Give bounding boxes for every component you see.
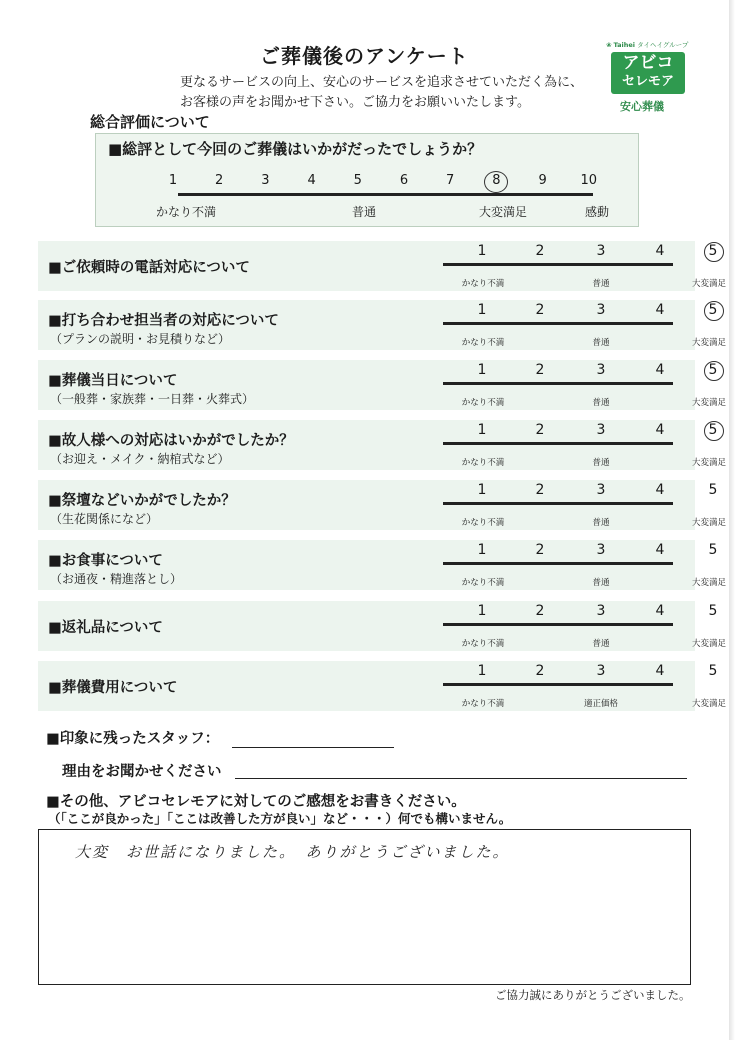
rating-scale bbox=[428, 420, 727, 480]
logo-badge bbox=[611, 52, 685, 94]
rating-line bbox=[443, 322, 673, 325]
rating-number[interactable]: 1 bbox=[477, 603, 487, 619]
rating-line bbox=[443, 382, 673, 385]
rating-number[interactable]: 2 bbox=[535, 422, 545, 438]
question-title: ■葬儀当日について bbox=[48, 373, 178, 389]
rating-number[interactable]: 5 bbox=[708, 243, 718, 259]
rating-line bbox=[443, 502, 673, 505]
rating-number[interactable]: 4 bbox=[655, 663, 665, 679]
rating-label-low: かなり不満 bbox=[461, 578, 505, 588]
question-title: ■祭壇などいかがでしたか？ bbox=[48, 493, 236, 509]
logo-line1: アビコ bbox=[622, 53, 674, 73]
rating-number[interactable]: 2 bbox=[535, 663, 545, 679]
rating-label-mid: 普通 bbox=[592, 398, 610, 408]
rating-number[interactable]: 2 bbox=[535, 603, 545, 619]
page-title: ご葬儀後のアンケート bbox=[260, 44, 469, 68]
logo-brand: Taihei bbox=[613, 41, 636, 49]
rating-line bbox=[443, 683, 673, 686]
rating-label-mid: 普通 bbox=[592, 279, 610, 289]
rating-number[interactable]: 3 bbox=[596, 362, 606, 378]
rating-label-mid: 普通 bbox=[592, 639, 610, 649]
rating-number[interactable]: 2 bbox=[535, 243, 545, 259]
rating-label-low: かなり不満 bbox=[461, 398, 505, 408]
rating-scale bbox=[428, 480, 727, 540]
rating-line bbox=[443, 442, 673, 445]
other-feedback-sub: （「ここが良かった」「ここは改善した方が良い」など・・・）何でも構いません。 bbox=[48, 811, 512, 826]
logo-line2: セレモア bbox=[621, 74, 674, 89]
question-row bbox=[38, 241, 727, 291]
logo-group-line bbox=[606, 40, 688, 49]
intro-line-2: お客様の声をお聞かせ下さい。ご協力をお願いいたします。 bbox=[180, 95, 530, 110]
rating-scale bbox=[428, 601, 727, 661]
rating-number[interactable]: 5 bbox=[708, 482, 718, 498]
reason-label: 理由をお聞かせください bbox=[62, 764, 222, 780]
rating-label-high: 大変満足 bbox=[691, 458, 727, 468]
handwritten-comment: 大変 お世話になりました。 ありがとうございました。 bbox=[75, 843, 510, 861]
rating-number[interactable]: 5 bbox=[708, 542, 718, 558]
rating-line bbox=[443, 263, 673, 266]
overall-label-top: 感動 bbox=[584, 205, 610, 219]
question-row bbox=[38, 360, 727, 410]
question-title: ■お食事について bbox=[48, 553, 163, 569]
rating-number[interactable]: 2 bbox=[535, 482, 545, 498]
logo-group: タイヘイグループ bbox=[637, 41, 689, 49]
overall-scale-number[interactable]: 1 bbox=[168, 173, 178, 188]
rating-label-low: かなり不満 bbox=[461, 518, 505, 528]
reason-input-line[interactable] bbox=[235, 778, 687, 779]
rating-number[interactable]: 4 bbox=[655, 542, 665, 558]
rating-label-mid: 普通 bbox=[592, 338, 610, 348]
rating-scale bbox=[428, 300, 727, 360]
staff-input-line[interactable] bbox=[232, 747, 394, 748]
rating-label-high: 大変満足 bbox=[691, 639, 727, 649]
logo-tagline: 安心葬儀 bbox=[620, 100, 664, 113]
question-title: ■ご依頼時の電話対応について bbox=[48, 260, 250, 276]
overall-scale-number[interactable]: 3 bbox=[261, 173, 270, 188]
question-row bbox=[38, 300, 727, 350]
question-subtitle: （お迎え・メイク・納棺式など） bbox=[50, 452, 230, 466]
rating-number[interactable]: 4 bbox=[655, 243, 665, 259]
overall-scale-number[interactable]: 2 bbox=[215, 173, 224, 188]
question-row bbox=[38, 601, 727, 651]
rating-scale bbox=[428, 360, 727, 420]
rating-number[interactable]: 4 bbox=[655, 603, 665, 619]
rating-label-low: かなり不満 bbox=[461, 279, 505, 289]
rating-number[interactable]: 5 bbox=[708, 362, 718, 378]
rating-label-high: 大変満足 bbox=[691, 338, 727, 348]
question-subtitle: （一般葬・家族葬・一日葬・火葬式） bbox=[50, 392, 255, 406]
overall-label-mid: 普通 bbox=[351, 205, 377, 219]
rating-line bbox=[443, 562, 673, 565]
rating-number[interactable]: 3 bbox=[596, 422, 606, 438]
rating-number[interactable]: 3 bbox=[596, 663, 606, 679]
question-row bbox=[38, 661, 727, 711]
thanks-footer: ご協力誠にありがとうございました。 bbox=[495, 988, 691, 1002]
answer-circle bbox=[704, 421, 724, 441]
overall-scale-number[interactable]: 10 bbox=[580, 173, 598, 188]
rating-number[interactable]: 1 bbox=[477, 482, 487, 498]
rating-number[interactable]: 2 bbox=[535, 302, 545, 318]
overall-scale-number[interactable]: 7 bbox=[446, 173, 455, 188]
rating-scale bbox=[428, 540, 727, 600]
question-subtitle: （プランの説明・お見積りなど） bbox=[50, 332, 231, 346]
rating-label-high: 大変満足 bbox=[691, 279, 727, 289]
rating-number[interactable]: 5 bbox=[708, 603, 718, 619]
rating-label-low: かなり不満 bbox=[461, 458, 505, 468]
rating-number[interactable]: 5 bbox=[708, 422, 718, 438]
rating-number[interactable]: 4 bbox=[655, 302, 665, 318]
rating-number[interactable]: 1 bbox=[477, 302, 487, 318]
overall-scale-number[interactable]: 9 bbox=[538, 173, 547, 188]
rating-label-mid: 普通 bbox=[592, 458, 610, 468]
rating-number[interactable]: 4 bbox=[655, 482, 665, 498]
rating-number[interactable]: 1 bbox=[477, 243, 487, 259]
answer-circle bbox=[704, 361, 724, 381]
rating-number[interactable]: 2 bbox=[535, 362, 545, 378]
rating-number[interactable]: 3 bbox=[596, 302, 606, 318]
rating-number[interactable]: 3 bbox=[596, 603, 606, 619]
overall-scale-number[interactable]: 4 bbox=[307, 173, 316, 188]
rating-label-mid: 普通 bbox=[592, 518, 610, 528]
rating-number[interactable]: 4 bbox=[655, 422, 665, 438]
scan-edge bbox=[729, 0, 735, 1040]
rating-scale bbox=[428, 241, 727, 301]
rating-number[interactable]: 1 bbox=[477, 422, 487, 438]
overall-label-low: かなり不満 bbox=[155, 205, 217, 219]
overall-scale-number[interactable]: 6 bbox=[399, 173, 409, 188]
question-row bbox=[38, 480, 727, 530]
overall-section-label: 総合評価について bbox=[90, 113, 210, 131]
rating-label-high: 大変満足 bbox=[691, 699, 727, 709]
question-row bbox=[38, 420, 727, 470]
rating-label-high: 大変満足 bbox=[691, 578, 727, 588]
rating-label-mid: 普通 bbox=[592, 578, 610, 588]
question-title: ■打ち合わせ担当者の対応について bbox=[48, 313, 279, 329]
company-logo bbox=[606, 40, 688, 124]
overall-rating-panel bbox=[95, 133, 639, 227]
question-title: ■返礼品について bbox=[48, 620, 163, 636]
intro-line-1: 更なるサービスの向上、安心のサービスを追求させていただく為に、 bbox=[180, 75, 584, 90]
rating-line bbox=[443, 623, 673, 626]
question-subtitle: （生花関係になど） bbox=[50, 512, 159, 526]
question-title: ■故人様への対応はいかがでしたか？ bbox=[48, 433, 294, 449]
rating-number[interactable]: 1 bbox=[477, 362, 487, 378]
rating-number[interactable]: 5 bbox=[708, 663, 718, 679]
rating-label-high: 大変満足 bbox=[691, 398, 727, 408]
rating-label-low: かなり不満 bbox=[461, 699, 505, 709]
overall-scale-number[interactable]: 8 bbox=[492, 173, 501, 188]
overall-scale-line bbox=[178, 193, 593, 196]
rating-scale bbox=[428, 661, 727, 721]
answer-circle bbox=[704, 301, 724, 321]
rating-number[interactable]: 3 bbox=[596, 482, 606, 498]
staff-label: ■印象に残ったスタッフ： bbox=[46, 731, 220, 747]
question-title: ■葬儀費用について bbox=[48, 680, 178, 696]
overall-answer-circle bbox=[484, 171, 508, 193]
rating-label-low: かなり不満 bbox=[461, 338, 505, 348]
rating-number[interactable]: 3 bbox=[596, 243, 606, 259]
rating-number[interactable]: 2 bbox=[535, 542, 545, 558]
rating-number[interactable]: 4 bbox=[655, 362, 665, 378]
answer-circle bbox=[704, 242, 724, 262]
rating-label-low: かなり不満 bbox=[461, 639, 505, 649]
rating-label-high: 大変満足 bbox=[691, 518, 727, 528]
question-subtitle: （お通夜・精進落とし） bbox=[50, 572, 183, 586]
other-feedback-label: ■その他、アビコセレモアに対してのご感想をお書きください。 bbox=[46, 794, 466, 810]
rating-number[interactable]: 5 bbox=[708, 302, 718, 318]
overall-question: ■総評として今回のご葬儀はいかがだったでしょうか？ bbox=[108, 140, 483, 158]
question-row bbox=[38, 540, 727, 590]
rating-number[interactable]: 3 bbox=[596, 542, 606, 558]
rating-number[interactable]: 1 bbox=[477, 542, 487, 558]
rating-label-mid: 適正価格 bbox=[583, 699, 619, 709]
overall-scale-number[interactable]: 5 bbox=[353, 173, 362, 188]
logo-leaf-icon: ❀ bbox=[606, 41, 612, 49]
overall-label-high: 大変満足 bbox=[478, 205, 528, 219]
rating-number[interactable]: 1 bbox=[477, 663, 487, 679]
